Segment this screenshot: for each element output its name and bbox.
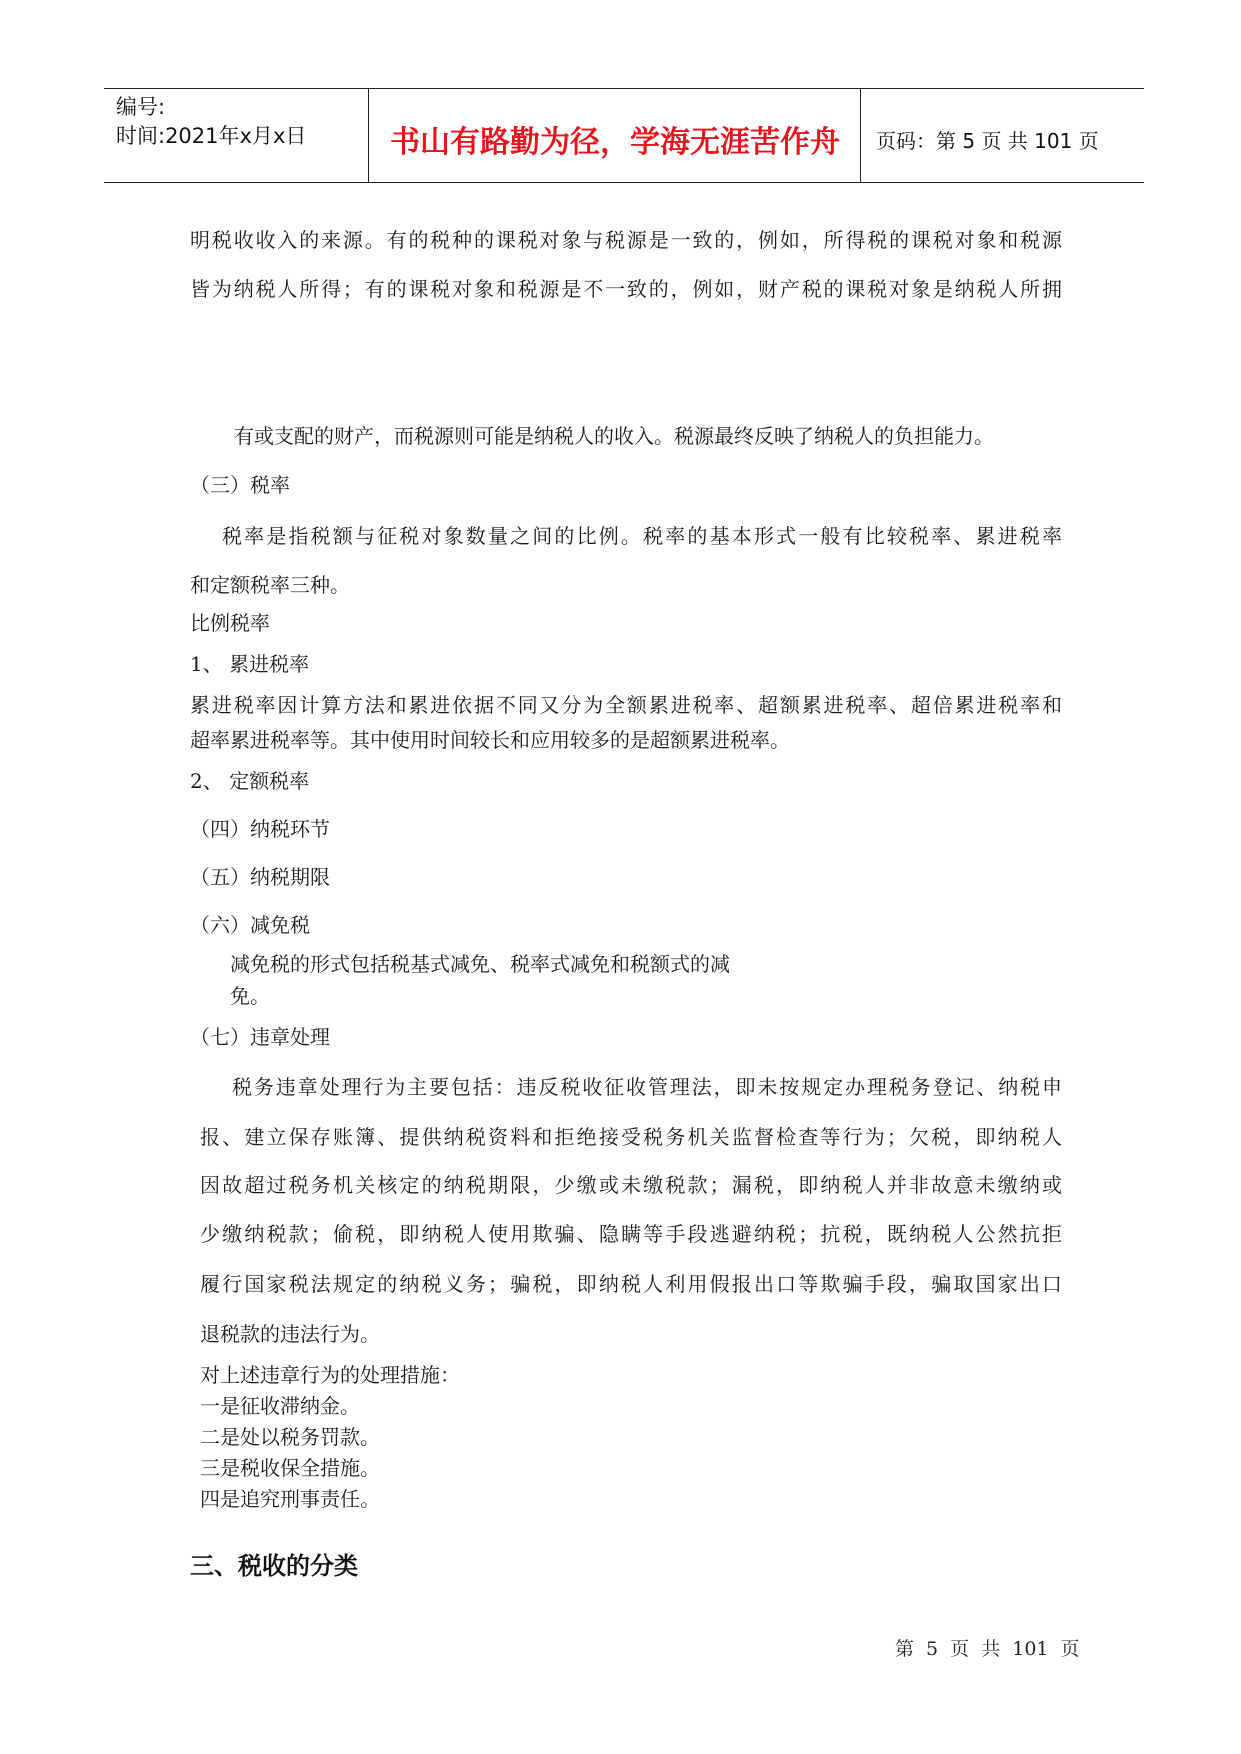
header-meta [116,93,306,151]
section-heading: （六）减免税 [190,913,310,937]
paragraph-line: 减免税的形式包括税基式减免、税率式减免和税额式的减 [230,952,730,976]
paragraph-line: 和定额税率三种。 [190,573,350,597]
paragraph-line: 皆为纳税人所得；有的课税对象和税源是不一致的，例如，财产税的课税对象是纳税人所拥 [190,277,1062,301]
paragraph-line: 超率累进税率等。其中使用时间较长和应用较多的是超额累进税率。 [190,728,790,752]
paragraph-line: 履行国家税法规定的纳税义务；骗税，即纳税人利用假报出口等欺骗手段，骗取国家出口 [200,1272,1062,1296]
header-divider-left [368,88,369,182]
section-heading: （五）纳税期限 [190,865,330,889]
section-heading: （七）违章处理 [190,1025,330,1049]
header-page-code: 页码：第 5 页 共 101 页 [876,129,1099,153]
measure-item: 四是追究刑事责任。 [200,1487,380,1511]
paragraph-line: 退税款的违法行为。 [200,1322,380,1346]
section-heading: （三）税率 [190,473,290,497]
header-motto: 书山有路勤为径，学海无涯苦作舟 [390,125,840,160]
serial-label: 编号: [116,95,166,119]
header-top-rule [104,88,1144,89]
measure-item: 一是征收滞纳金。 [200,1394,360,1418]
paragraph-line: 报、建立保存账簿、提供纳税资料和拒绝接受税务机关监督检查等行为；欠税，即纳税人 [200,1125,1062,1149]
list-item: 比例税率 [190,611,270,635]
header-divider-right [860,88,861,182]
paragraph-line: 累进税率因计算方法和累进依据不同又分为全额累进税率、超额累进税率、超倍累进税率和 [190,693,1062,717]
measure-item: 二是处以税务罚款。 [200,1425,380,1449]
section-heading: （四）纳税环节 [190,817,330,841]
time-label: 时间:2021年x月x日 [116,124,307,148]
paragraph-line: 明税收收入的来源。有的税种的课税对象与税源是一致的，例如，所得税的课税对象和税源 [190,228,1062,252]
measure-item: 三是税收保全措施。 [200,1456,380,1480]
paragraph-line: 税率是指税额与征税对象数量之间的比例。税率的基本形式一般有比较税率、累进税率 [222,524,1062,548]
chapter-heading: 三、税收的分类 [190,1552,358,1580]
paragraph-line: 免。 [230,984,270,1008]
paragraph-line: 有或支配的财产，而税源则可能是纳税人的收入。税源最终反映了纳税人的负担能力。 [234,424,994,448]
header-bottom-rule [104,182,1144,183]
paragraph-line: 因故超过税务机关核定的纳税期限，少缴或未缴税款；漏税，即纳税人并非故意未缴纳或 [200,1173,1062,1197]
measures-heading: 对上述违章行为的处理措施： [200,1363,460,1387]
list-item: 2、 定额税率 [190,769,310,793]
list-item: 1、 累进税率 [190,652,310,676]
footer-page-number: 第 5 页 共 101 页 [895,1638,1080,1660]
paragraph-line: 税务违章处理行为主要包括：违反税收征收管理法，即未按规定办理税务登记、纳税申 [232,1075,1062,1099]
paragraph-line: 少缴纳税款；偷税，即纳税人使用欺骗、隐瞒等手段逃避纳税；抗税，既纳税人公然抗拒 [200,1222,1062,1246]
